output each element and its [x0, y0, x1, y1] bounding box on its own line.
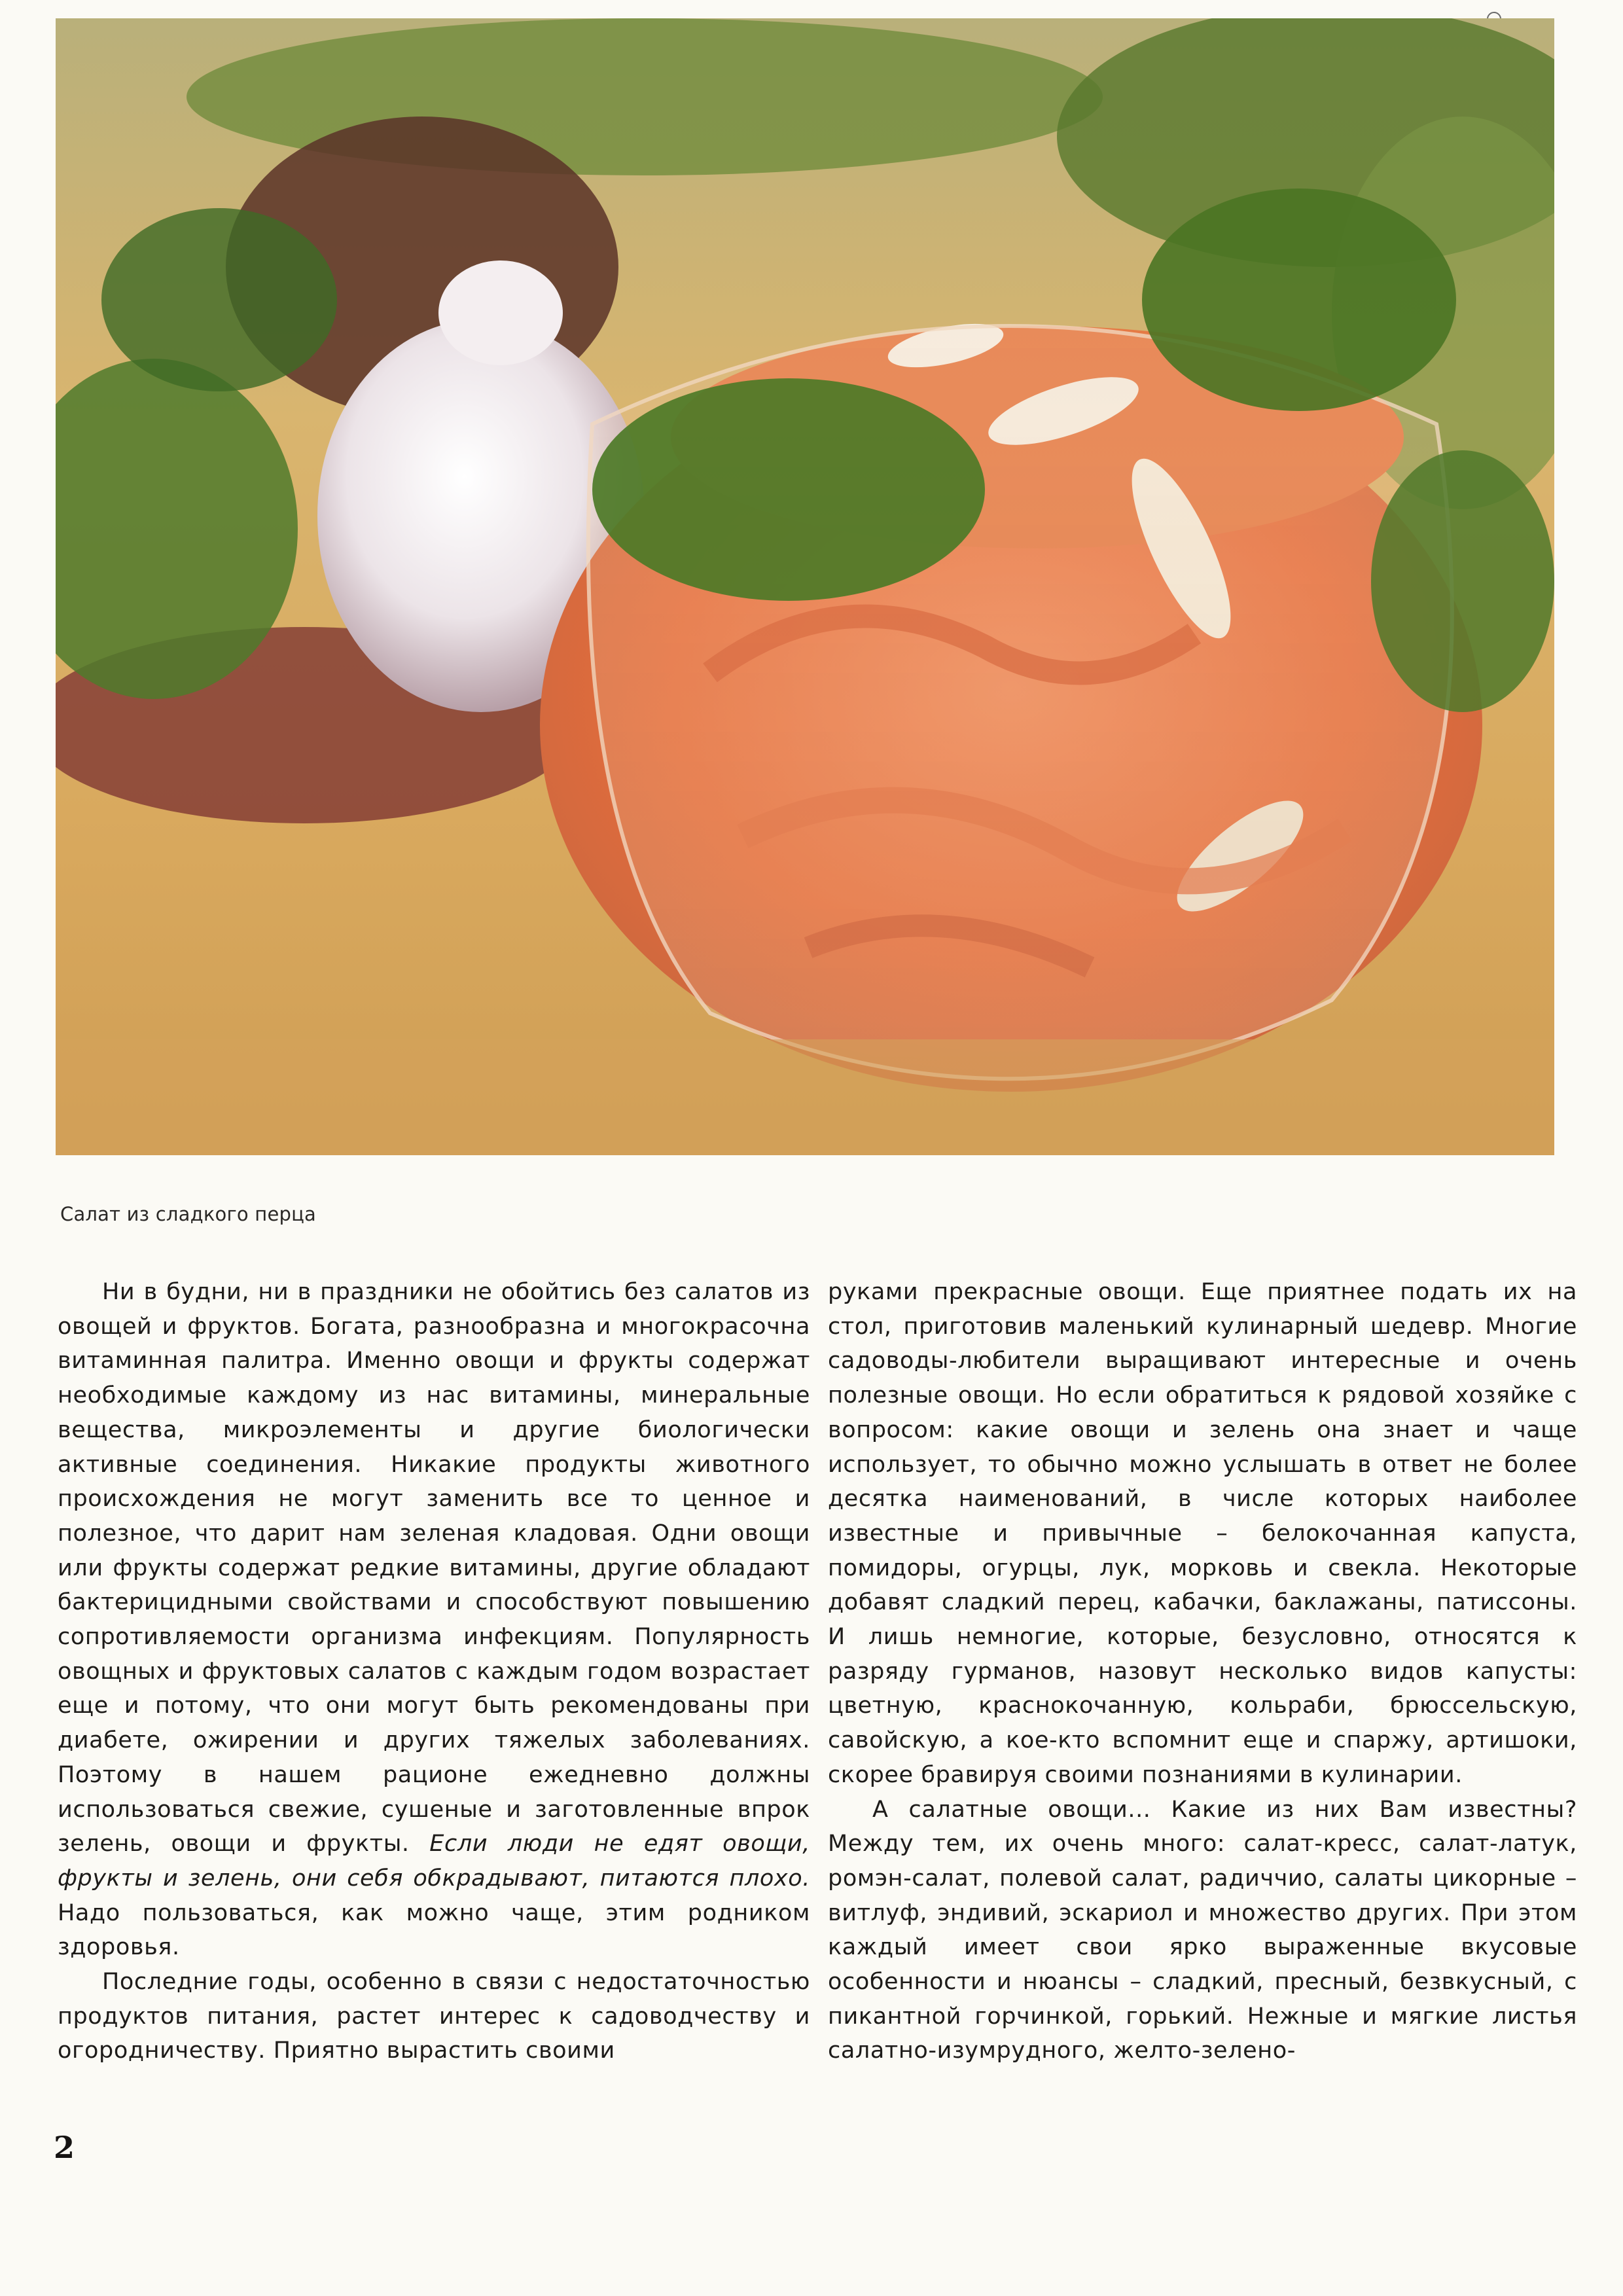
right-paragraph-2: А салатные овощи... Какие из них Вам известны? Между тем, их очень много: салат-кресс, салат-латук, ромэн-салат, полевой салат, радиччио, салаты цикорные – витлуф, эндивий, эскариол и множество других. При этом каждый имеет свои ярко выраженные вкусовые особенности и нюансы – сладкий, пресный, безвкусный, с пикантной горчинкой, горький. Нежные и мягкие листья салатно-изумрудного, желто-зелено-	[828, 1796, 1577, 2064]
salad-photo	[56, 18, 1554, 1155]
right-paragraph-1: руками прекрасные овощи. Еще приятнее подать их на стол, приготовив маленький кулинарный шедевр. Многие садоводы-любители выращивают интересные и очень полезные овощи. Но если обратиться к рядовой хозяйке с вопросом: какие овощи и зелень она знает и чаще использует, то обычно можно услышать в ответ не более десятка наименований, в числе которых наиболее известные и привычные – белокочанная капуста, помидоры, огурцы, лук, морковь и свекла. Некоторые добавят сладкий перец, кабачки, баклажаны, патиссоны. И лишь немногие, которые, безусловно, относятся к разряду гурманов, назовут несколько видов капусты: цветную, краснокочанную, кольраби, брюссельскую, савойскую, а кое-кто вспомнит еще и спаржу, артишоки, скорее бравируя своими познаниями в кулинарии.	[828, 1279, 1577, 1788]
photo-caption: Салат из сладкого перца	[60, 1203, 317, 1225]
left-paragraph-1	[58, 1275, 810, 1965]
left-paragraph-2: Последние годы, особенно в связи с недостаточностью продуктов питания, растет интерес к садоводчеству и огородничеству. Приятно вырастить своими	[58, 1969, 810, 2064]
left-p1-end: Надо пользоваться, как можно чаще, этим родником здоровья.	[58, 1899, 810, 1961]
left-p1-text: Ни в будни, ни в праздники не обойтись без салатов из овощей и фруктов. Богата, разнообразна и многокрасочна витаминная палитра. Именно овощи и фрукты содержат необходимые каждому из нас витамины, минеральные вещества, микроэлементы и другие биологически активные соединения. Никакие продукты животного происхождения не могут заменить все то ценное и полезное, что дарит нам зеленая кладовая. Одни овощи или фрукты содержат редкие витамины, другие обладают бактерицидными свойствами и способствуют повышению сопротивляемости организма инфекциям. Популярность овощных и фруктовых салатов с каждым годом возрастает еще и потому, что они могут быть рекомендованы при диабете, ожирении и других тяжелых заболеваниях. Поэтому в нашем рационе ежедневно должны использоваться свежие, сушеные и заготовленные впрок зелень, овощи и фрукты.	[58, 1279, 810, 1857]
left-column	[58, 1275, 810, 2068]
salad-photo-icon	[56, 18, 1554, 1155]
page-number: 2	[54, 2130, 75, 2165]
left-p1-italic: Если люди не едят овощи, фрукты и зелень, они себя обкрадывают, питаются плохо.	[58, 1831, 810, 1892]
right-column	[828, 1275, 1577, 2068]
